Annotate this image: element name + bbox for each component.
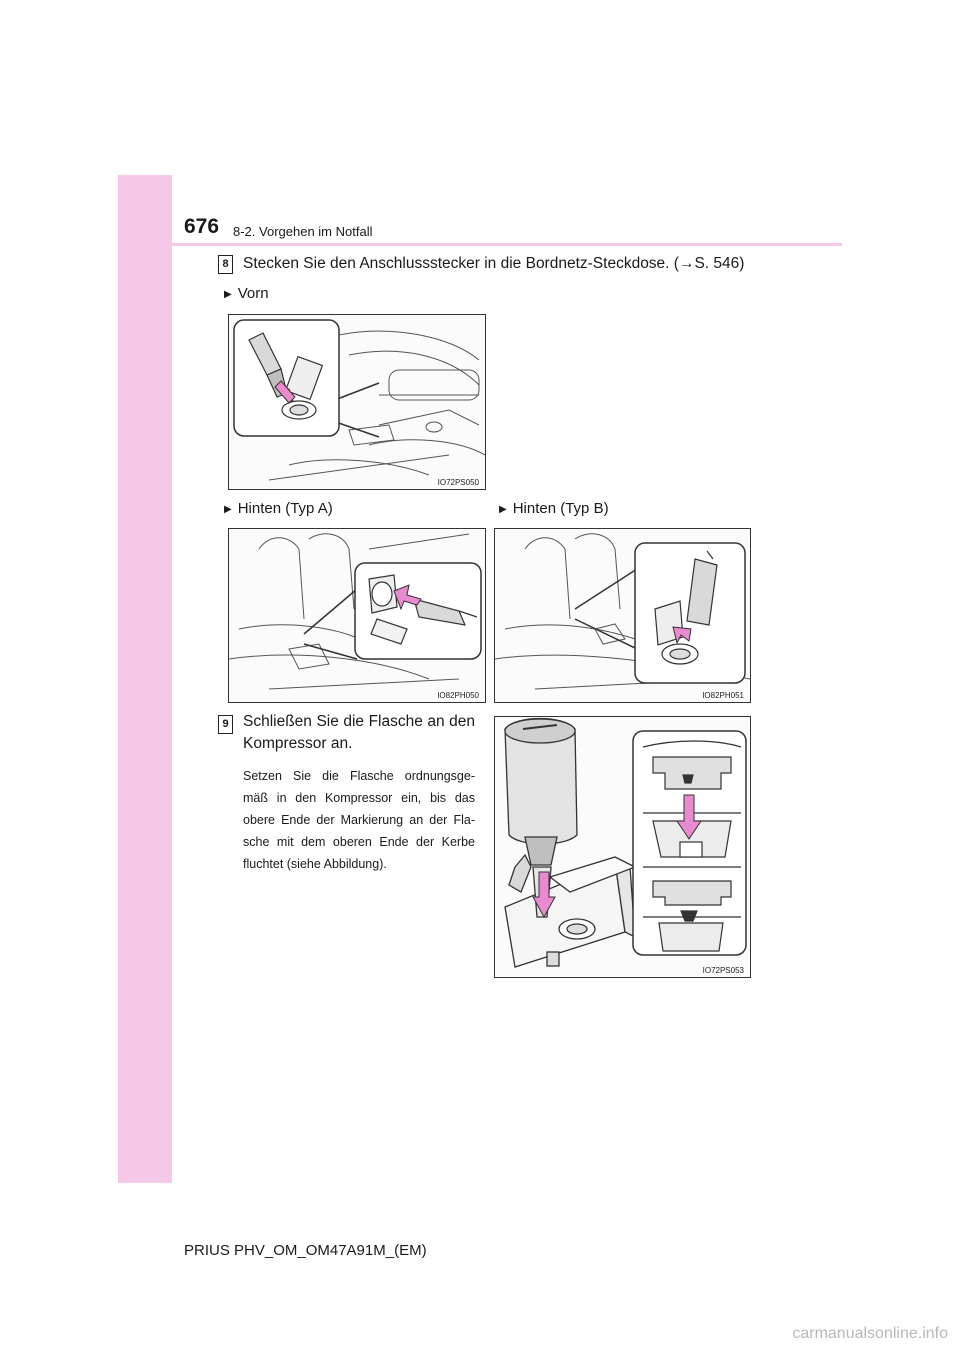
document-id: PRIUS PHV_OM_OM47A91M_(EM) (184, 1242, 427, 1259)
rear-b-label: ▶ Hinten (Typ B) (499, 500, 609, 517)
figure-code: IO82PH051 (702, 691, 744, 700)
watermark-link[interactable]: carmanualsonline.info (792, 1325, 948, 1342)
step-8-badge: 8 (218, 255, 233, 274)
bottle-compressor-illustration (495, 717, 750, 977)
figure-front-socket (228, 314, 486, 490)
rear-type-a-illustration (229, 529, 485, 702)
triangle-bullet-icon: ▶ (224, 289, 232, 300)
header-rule (118, 243, 842, 246)
figure-code: IO72PS050 (437, 478, 479, 487)
step-9-body-line2: mäß in den Kompressor ein, bis das (243, 791, 475, 805)
step-9-body-line3: obere Ende der Markierung an der Fla- (243, 813, 475, 827)
figure-bottle-compressor (494, 716, 751, 978)
step-8-text: Stecken Sie den Anschlussstecker in die Bordnetz-Steckdose. (→S. 546) (243, 255, 745, 272)
step-9-text-line2: Kompressor an. (243, 735, 353, 752)
front-label: ▶ Vorn (224, 285, 269, 302)
figure-code: IO82PH050 (437, 691, 479, 700)
step-9-body-line1: Setzen Sie die Flasche ordnungsge- (243, 769, 475, 783)
triangle-bullet-icon: ▶ (224, 504, 232, 515)
figure-code: IO72PS053 (702, 966, 744, 975)
chapter-side-tab (118, 175, 172, 1183)
triangle-bullet-icon: ▶ (499, 504, 507, 515)
rear-type-b-illustration (495, 529, 750, 702)
step-9-body-line4: sche mit dem oberen Ende der Kerbe (243, 835, 475, 849)
step-9-body-line5: fluchtet (siehe Abbildung). (243, 857, 387, 871)
page-number: 676 (184, 215, 220, 238)
front-socket-illustration (229, 315, 485, 489)
step-9-badge: 9 (218, 715, 233, 734)
figure-rear-type-a (228, 528, 486, 703)
figure-rear-type-b (494, 528, 751, 703)
section-title: 8-2. Vorgehen im Notfall (233, 224, 373, 239)
step-9-text-line1: Schließen Sie die Flasche an den (243, 713, 475, 730)
rear-a-label: ▶ Hinten (Typ A) (224, 500, 333, 517)
